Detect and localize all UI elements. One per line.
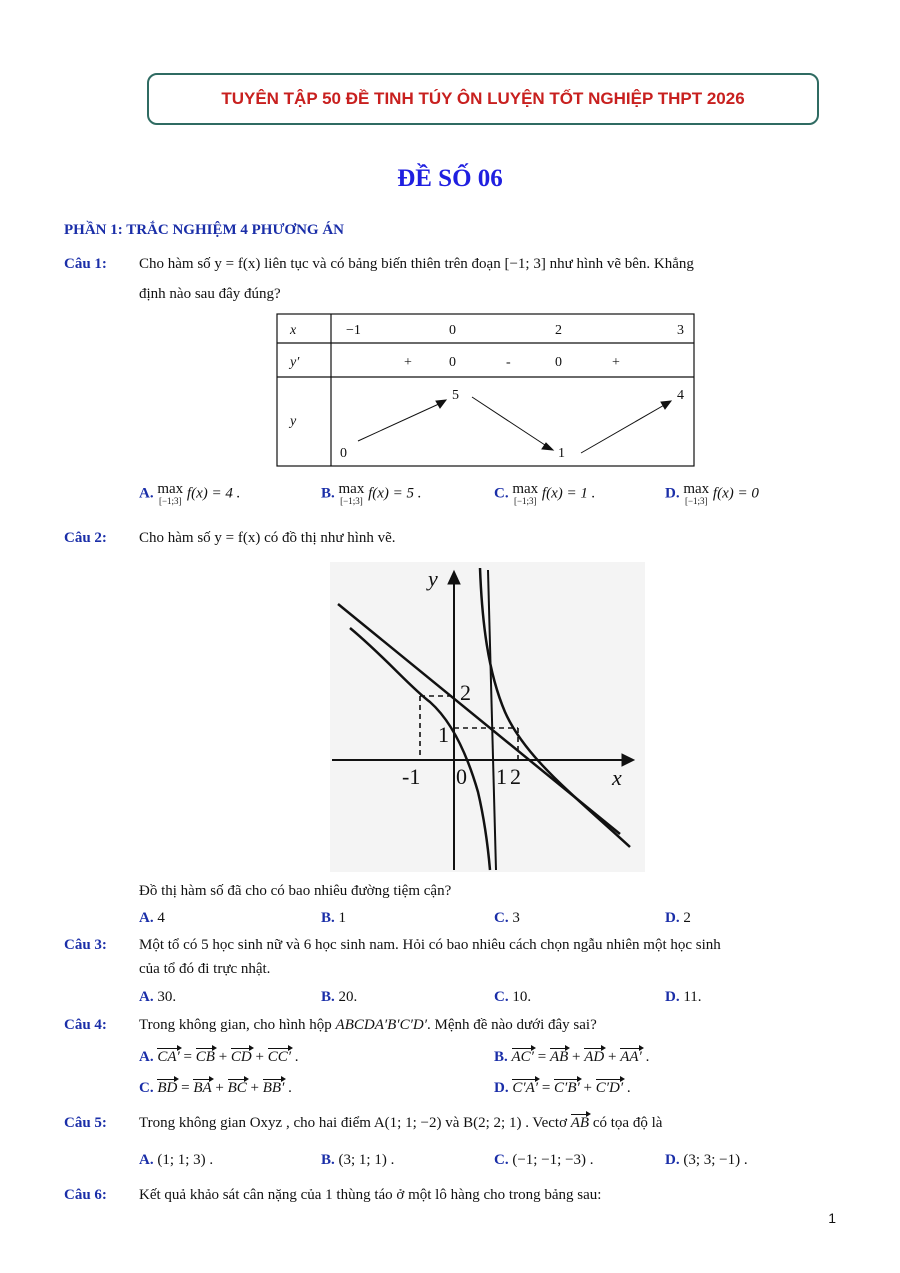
q3-option-c[interactable]: C. 10. (494, 989, 532, 1005)
graph-tick: 2 (460, 680, 471, 705)
q2-question: Đồ thị hàm số đã cho có bao nhiêu đường tiệm cận? (139, 883, 452, 899)
vt-y-val: 1 (558, 446, 565, 461)
vt-sign: + (612, 355, 620, 370)
q4-text: Trong không gian, cho hình hộp ABCDA′B′C′D′. Mệnh đề nào dưới đây sai? (139, 1017, 597, 1033)
graph-tick: -1 (402, 764, 421, 789)
q4-option-a[interactable]: A. CA′ = CB + CD + CC′ . (139, 1049, 299, 1065)
q3-text-line2: của tổ đó đi trực nhật. (139, 961, 271, 977)
q5-option-d[interactable]: D. (3; 3; −1) . (665, 1152, 748, 1168)
q5-option-a[interactable]: A. (1; 1; 3) . (139, 1152, 214, 1168)
vt-arrow-up (581, 404, 666, 453)
q1-option-a[interactable]: A. max [−1;3] f(x) = 4 . (139, 481, 241, 506)
variation-table (276, 313, 696, 468)
q2-option-a[interactable]: A. 4 (139, 910, 165, 926)
series-banner: TUYÊN TẬP 50 ĐỀ TINH TÚY ÔN LUYỆN TỐT NGHIỆP THPT 2026 (147, 73, 819, 125)
graph-y-label: y (428, 566, 438, 591)
q3-text-line1: Một tổ có 5 học sinh nữ và 6 học sinh nam. Hỏi có bao nhiêu cách chọn ngẫu nhiên một học sinh (139, 937, 721, 953)
q6-label: Câu 6: (64, 1187, 107, 1203)
q4-option-d[interactable]: D. C′A′ = C′B′ + C′D′ . (494, 1080, 631, 1096)
vt-sign: - (506, 355, 511, 370)
q2-text: Cho hàm số y = f(x) có đồ thị như hình vẽ. (139, 530, 396, 546)
graph-tick: 1 (496, 764, 507, 789)
q5-text: Trong không gian Oxyz , cho hai điểm A(1; 1; −2) và B(2; 2; 1) . Vectơ AB có tọa độ là (139, 1115, 663, 1131)
vt-x-val: 2 (555, 323, 562, 338)
function-graph (330, 562, 645, 872)
q6-text: Kết quả khảo sát cân nặng của 1 thùng táo ở một lô hàng cho trong bảng sau: (139, 1187, 602, 1203)
q5-option-c[interactable]: C. (−1; −1; −3) . (494, 1152, 594, 1168)
vt-arrow-down (472, 397, 548, 447)
graph-tick: 2 (510, 764, 521, 789)
q3-option-d[interactable]: D. 11. (665, 989, 702, 1005)
q3-label: Câu 3: (64, 937, 107, 953)
q1-text-line2: định nào sau đây đúng? (139, 286, 281, 302)
vt-y-val: 0 (340, 446, 347, 461)
page-number: 1 (828, 1210, 836, 1226)
q2-option-d[interactable]: D. 2 (665, 910, 691, 926)
vt-y-val: 4 (677, 388, 684, 403)
q1-option-d[interactable]: D. max [−1;3] f(x) = 0 (665, 481, 759, 506)
q2-option-b[interactable]: B. 1 (321, 910, 347, 926)
graph-x-label: x (612, 765, 622, 790)
vt-x-val: 0 (449, 323, 456, 338)
q4-option-b[interactable]: B. AC′ = AB + AD + AA′ . (494, 1049, 650, 1065)
q1-text-line1: Cho hàm số y = f(x) liên tục và có bảng biến thiên trên đoạn [−1; 3] như hình vẽ bên. Khẳng (139, 256, 694, 272)
vt-sign: + (404, 355, 412, 370)
vt-y-label: y (290, 414, 297, 429)
vt-x-label: x (290, 323, 297, 338)
q1-option-c[interactable]: C. max [−1;3] f(x) = 1 . (494, 481, 596, 506)
q2-option-c[interactable]: C. 3 (494, 910, 520, 926)
q1-label: Câu 1: (64, 256, 107, 272)
vt-arrow-up (358, 403, 441, 441)
q1-option-b[interactable]: B. max [−1;3] f(x) = 5 . (321, 481, 422, 506)
graph-tick: 0 (456, 764, 467, 789)
vt-sign: 0 (555, 355, 562, 370)
q4-option-c[interactable]: C. BD = BA + BC + BB′ . (139, 1080, 292, 1096)
section-heading: PHẦN 1: TRẮC NGHIỆM 4 PHƯƠNG ÁN (64, 222, 344, 238)
q4-label: Câu 4: (64, 1017, 107, 1033)
graph-tick: 1 (438, 722, 449, 747)
q3-option-b[interactable]: B. 20. (321, 989, 358, 1005)
vt-x-val: −1 (346, 323, 361, 338)
vt-sign: 0 (449, 355, 456, 370)
q3-option-a[interactable]: A. 30. (139, 989, 177, 1005)
q5-label: Câu 5: (64, 1115, 107, 1131)
vt-x-val: 3 (677, 323, 684, 338)
vt-yp-label: y′ (290, 355, 300, 370)
vt-y-val: 5 (452, 388, 459, 403)
q2-label: Câu 2: (64, 530, 107, 546)
q5-option-b[interactable]: B. (3; 1; 1) . (321, 1152, 395, 1168)
exam-title: ĐỀ SỐ 06 (397, 165, 503, 192)
